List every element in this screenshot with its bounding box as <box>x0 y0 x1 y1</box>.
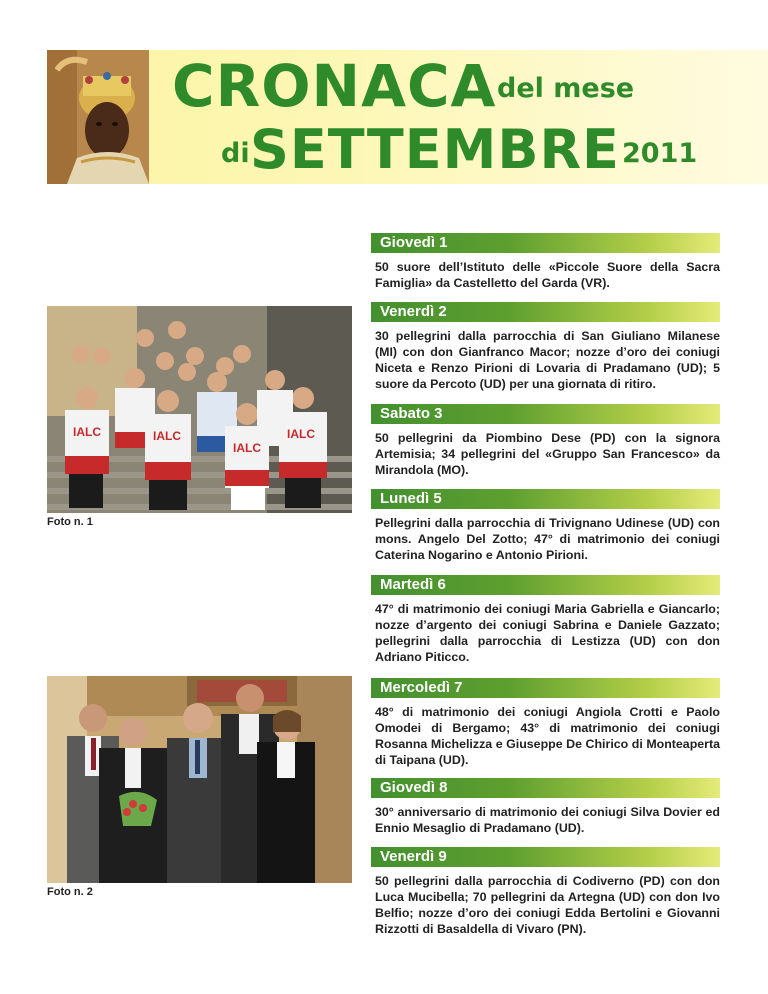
day-heading: Mercoledì 7 <box>371 678 720 698</box>
photo-caption: Foto n. 2 <box>47 886 93 898</box>
entry-text: 30 pellegrini dalla parrocchia di San Giuliano Milanese (MI) con don Gianfranco Macor; nozze d’oro dei coniugi Niceta e Renzo Pirioni di Lovaria di Pradamano (UD); 5 suore da Percoto (UD) per una giornata di ritiro. <box>375 329 720 391</box>
entry-text: 50 pellegrini dalla parrocchia di Codiverno (PD) con don Luca Mucibella; 70 pellegrini da Artegna (UD) con don Ivo Belfio; nozze d’oro dei coniugi Edda Bertolini e Giovanni Rizzotti di Basaldella di Vivaro (PN). <box>375 874 720 936</box>
title-settembre: SETTEMBRE <box>250 118 620 181</box>
photo-caption: Foto n. 1 <box>47 516 93 528</box>
day-heading: Sabato 3 <box>371 404 720 424</box>
day-heading: Lunedì 5 <box>371 489 720 509</box>
title-year: 2011 <box>622 138 698 169</box>
jersey-text: IALC <box>233 441 261 455</box>
entry-text: 48° di matrimonio dei coniugi Angiola Crotti e Paolo Omodei di Bergamo; 43° di matrimonio dei coniugi Rosanna Michelizza e Giuseppe De Chirico di Monteaperta di Taipana (UD). <box>375 705 720 767</box>
jersey-text: IALC <box>153 429 181 443</box>
entry-day-5 <box>371 489 720 563</box>
day-heading: Giovedì 8 <box>371 778 720 798</box>
entry-day-2 <box>371 302 720 392</box>
entry-text: Pellegrini dalla parrocchia di Trivignano Udinese (UD) con mons. Angelo Del Zotto; 47° di matrimonio dei coniugi Caterina Nogarino e Antonio Pirioni. <box>375 516 720 562</box>
entry-day-9 <box>371 847 720 937</box>
entry-text: 47° di matrimonio dei coniugi Maria Gabriella e Giancarlo; nozze d’argento dei coniugi Sabrina e Daniele Gazzato; pellegrini dalla parrocchia di Lestizza (UD) con don Adriano Piticco. <box>375 602 720 664</box>
day-heading: Venerdì 9 <box>371 847 720 867</box>
entry-day-1 <box>371 233 720 291</box>
madonna-icon <box>47 50 149 184</box>
jersey-text: IALC <box>73 425 101 439</box>
photo-anniversary-couples <box>47 676 352 883</box>
entry-day-3 <box>371 404 720 478</box>
title-del-mese: del mese <box>497 73 635 104</box>
entry-day-8 <box>371 778 720 836</box>
jersey-text: IALC <box>287 427 315 441</box>
title-cronaca: CRONACA <box>172 52 497 120</box>
day-heading: Giovedì 1 <box>371 233 720 253</box>
entry-day-7 <box>371 678 720 768</box>
day-heading: Venerdì 2 <box>371 302 720 322</box>
entry-text: 30° anniversario di matrimonio dei coniugi Silva Dovier ed Ennio Mesaglio di Pradamano (UD). <box>375 805 720 835</box>
title-di: di <box>221 138 250 169</box>
entry-day-6 <box>371 575 720 665</box>
entry-text: 50 suore dell’Istituto delle «Piccole Suore della Sacra Famiglia» da Castelletto del Garda (VR). <box>375 260 720 290</box>
photo-cyclists-group <box>47 306 352 513</box>
day-heading: Martedì 6 <box>371 575 720 595</box>
entry-text: 50 pellegrini da Piombino Dese (PD) con la signora Artemisia; 34 pellegrini del «Gruppo San Francesco» da Mirandola (MO). <box>375 431 720 477</box>
